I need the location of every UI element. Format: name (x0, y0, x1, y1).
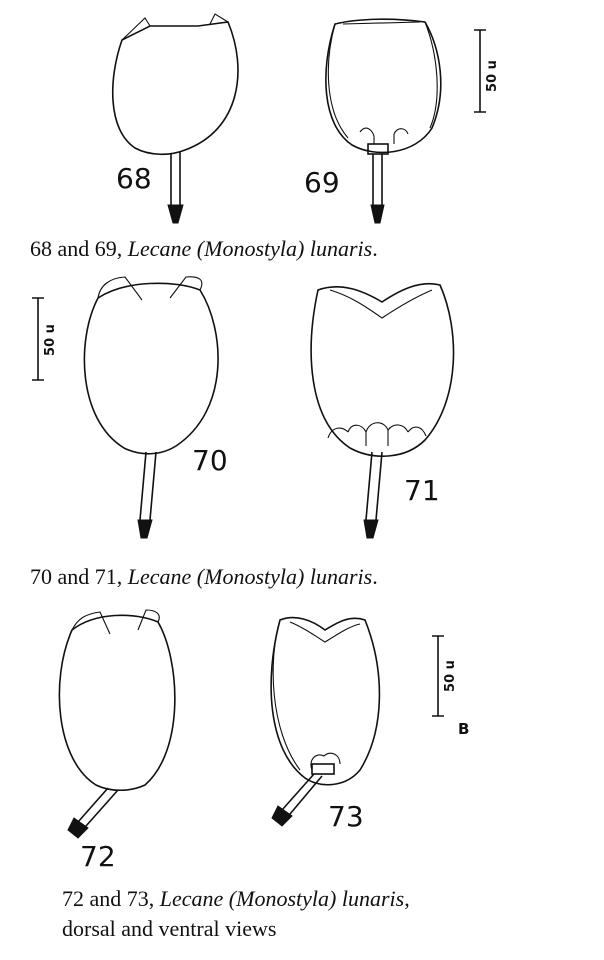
svg-text:50 u: 50 u (485, 60, 500, 92)
caption-suffix: . (372, 564, 378, 589)
caption-prefix: 70 and 71, (30, 564, 128, 589)
figure-number-68: 68 (116, 162, 152, 195)
caption-line2: dorsal and ventral views (62, 916, 277, 941)
caption-prefix: 72 and 73, (62, 886, 160, 911)
caption-subgenus: (Monostyla) (196, 564, 305, 589)
specimen-70 (84, 277, 218, 538)
caption-68-69 (30, 234, 378, 264)
specimen-69 (326, 19, 441, 223)
figure-number-71: 71 (404, 474, 440, 507)
caption-species: lunaris (341, 886, 405, 911)
caption-genus: Lecane (127, 236, 192, 261)
figure-number-70: 70 (192, 444, 228, 477)
caption-prefix: 68 and 69, (30, 236, 128, 261)
caption-suffix: , (404, 886, 410, 911)
svg-text:50 u: 50 u (443, 660, 458, 692)
caption-suffix: . (372, 236, 378, 261)
caption-subgenus: (Monostyla) (196, 236, 305, 261)
figure-number-72: 72 (80, 840, 116, 873)
caption-70-71 (30, 562, 378, 592)
specimen-73 (271, 618, 379, 826)
caption-genus: Lecane (127, 564, 192, 589)
panel-letter: B (458, 720, 470, 738)
figure-number-69: 69 (304, 166, 340, 199)
figure-number-73: 73 (328, 800, 364, 833)
caption-genus: Lecane (159, 886, 224, 911)
caption-species: lunaris (309, 236, 373, 261)
caption-72-73 (62, 884, 410, 944)
scale-bar-bottom (432, 636, 458, 716)
scale-bar-middle (32, 298, 58, 380)
specimen-72 (59, 610, 174, 838)
caption-subgenus: (Monostyla) (228, 886, 337, 911)
scale-bar-top (474, 30, 500, 112)
svg-text:50 u: 50 u (43, 324, 58, 356)
caption-species: lunaris (309, 564, 373, 589)
